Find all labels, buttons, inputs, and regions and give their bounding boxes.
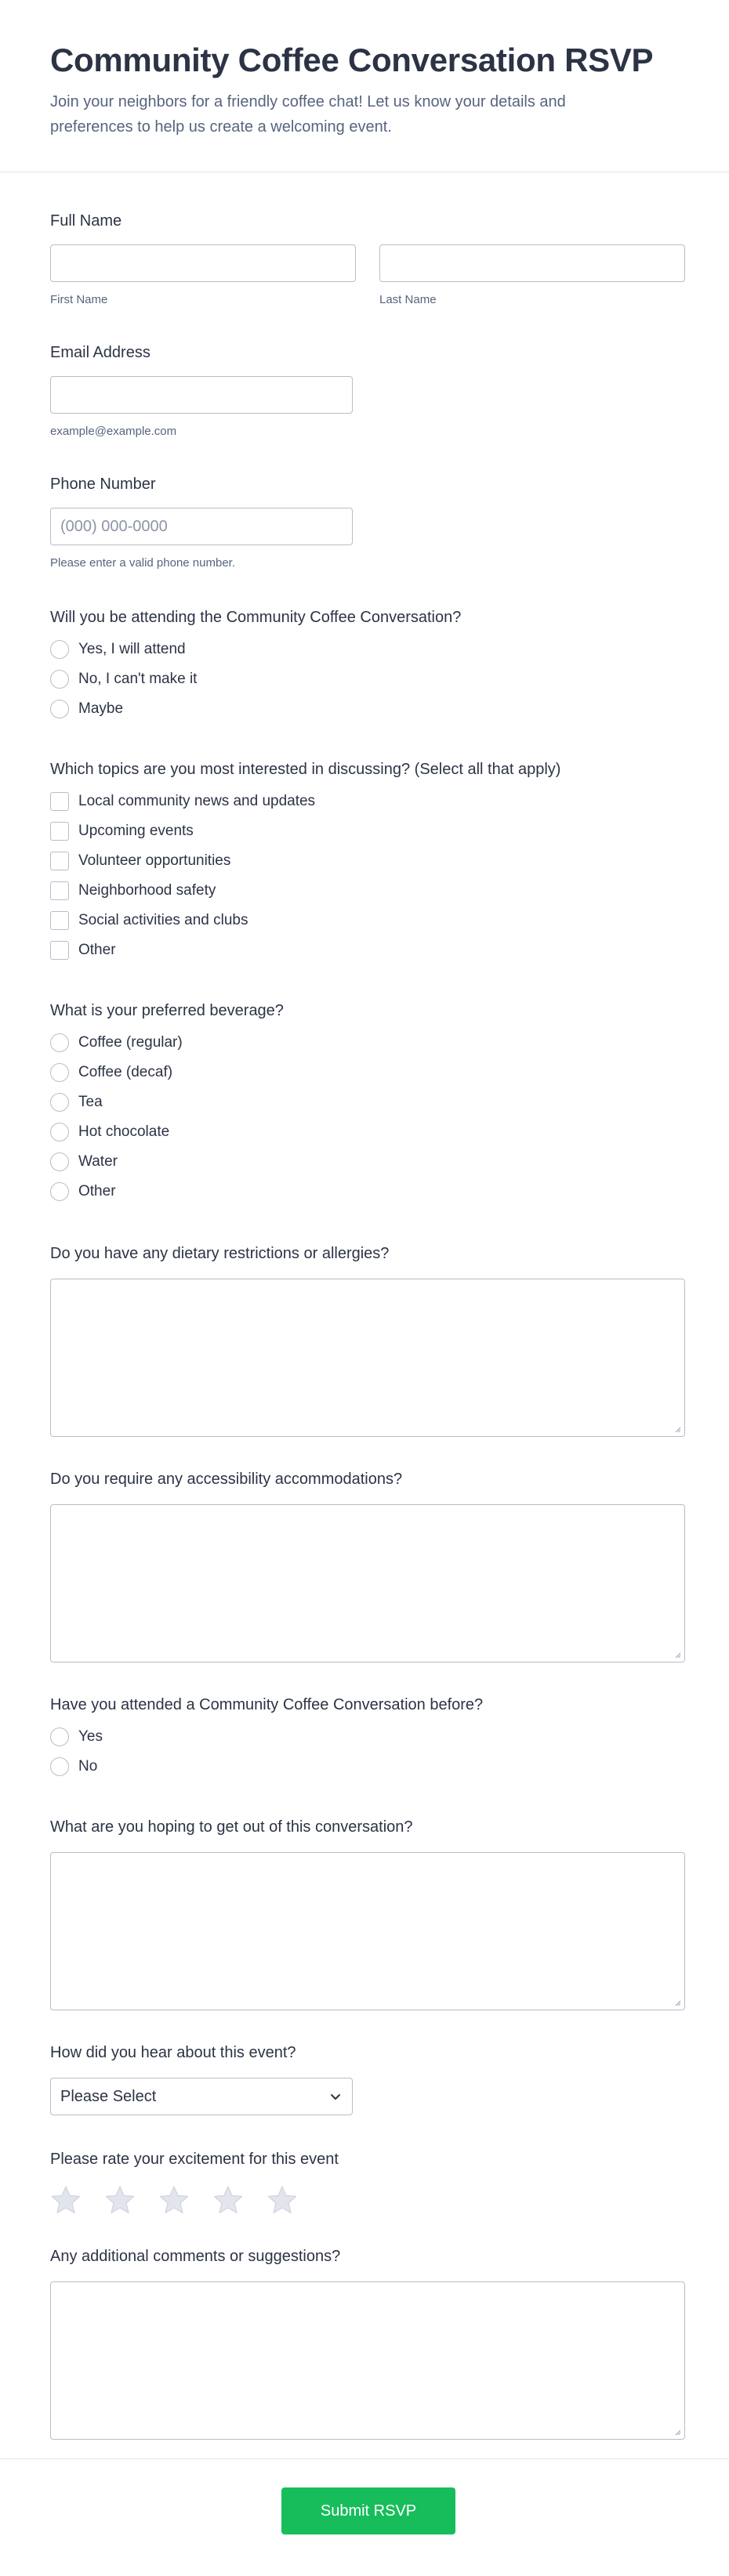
star-rating[interactable] [50, 2184, 685, 2216]
chevron-down-icon [330, 2093, 341, 2100]
phone-input[interactable] [50, 508, 353, 545]
phone-sublabel: Please enter a valid phone number. [50, 556, 235, 570]
attended-before-label: Have you attended a Community Coffee Conversation before? [50, 1696, 484, 1713]
full-name-label: Full Name [50, 212, 122, 230]
radio-button[interactable] [50, 1728, 69, 1746]
option-label: Upcoming events [78, 823, 194, 839]
resize-grip-icon[interactable] [673, 1999, 681, 2006]
first-name-input[interactable] [50, 244, 356, 282]
beverage-option[interactable] [50, 1058, 685, 1087]
star-icon[interactable] [212, 2184, 244, 2216]
last-name-sublabel: Last Name [379, 293, 437, 306]
topics-label: Which topics are you most interested in discussing? (Select all that apply) [50, 761, 561, 778]
form-header [0, 0, 729, 172]
attended-option[interactable] [50, 1722, 685, 1752]
accessibility-label: Do you require any accessibility accommodations? [50, 1471, 403, 1488]
option-label: No [78, 1758, 98, 1775]
comments-textarea[interactable] [50, 2281, 685, 2440]
attending-option[interactable] [50, 694, 685, 724]
radio-button[interactable] [50, 1063, 69, 1082]
checkbox[interactable] [50, 911, 69, 930]
resize-grip-icon[interactable] [673, 2428, 681, 2436]
accessibility-textarea[interactable] [50, 1504, 685, 1662]
heard-about-label: How did you hear about this event? [50, 2044, 296, 2061]
checkbox[interactable] [50, 822, 69, 841]
attended-before-field [50, 1694, 685, 1782]
option-label: Yes [78, 1728, 103, 1745]
heard-about-field [50, 2042, 685, 2115]
email-sublabel: example@example.com [50, 425, 177, 438]
checkbox[interactable] [50, 941, 69, 960]
checkbox[interactable] [50, 852, 69, 870]
topic-option[interactable] [50, 935, 685, 965]
radio-button[interactable] [50, 1757, 69, 1776]
last-name-input[interactable] [379, 244, 685, 282]
radio-button[interactable] [50, 1152, 69, 1171]
resize-grip-icon[interactable] [673, 1425, 681, 1433]
radio-button[interactable] [50, 1033, 69, 1052]
radio-button[interactable] [50, 670, 69, 689]
radio-button[interactable] [50, 1093, 69, 1112]
topic-option[interactable] [50, 846, 685, 876]
beverage-field [50, 1000, 685, 1207]
star-icon[interactable] [158, 2184, 190, 2216]
radio-button[interactable] [50, 700, 69, 718]
checkbox[interactable] [50, 792, 69, 811]
dietary-label: Do you have any dietary restrictions or allergies? [50, 1245, 390, 1262]
attending-label: Will you be attending the Community Coffee Conversation? [50, 609, 462, 626]
topics-field [50, 758, 685, 965]
beverage-option[interactable] [50, 1147, 685, 1177]
option-label: Other [78, 942, 116, 958]
submit-button[interactable]: Submit RSVP [281, 2487, 455, 2534]
rating-label: Please rate your excitement for this event [50, 2151, 339, 2168]
topic-option[interactable] [50, 816, 685, 846]
heard-about-select[interactable] [50, 2078, 353, 2115]
radio-button[interactable] [50, 1123, 69, 1141]
option-label: Coffee (regular) [78, 1034, 183, 1051]
star-icon[interactable] [104, 2184, 136, 2216]
checkbox[interactable] [50, 881, 69, 900]
topic-option[interactable] [50, 876, 685, 906]
first-name-sublabel: First Name [50, 293, 108, 306]
phone-field [50, 473, 685, 570]
option-label: Neighborhood safety [78, 882, 216, 899]
phone-label: Phone Number [50, 476, 156, 493]
hoping-field [50, 1816, 685, 2010]
beverage-option[interactable] [50, 1117, 685, 1147]
select-value: Please Select [60, 2087, 157, 2105]
option-label: Maybe [78, 700, 124, 717]
star-icon[interactable] [267, 2184, 298, 2216]
attending-option[interactable] [50, 664, 685, 694]
beverage-label: What is your preferred beverage? [50, 1002, 284, 1019]
resize-grip-icon[interactable] [673, 1651, 681, 1659]
beverage-option[interactable] [50, 1028, 685, 1058]
option-label: Social activities and clubs [78, 912, 248, 928]
hoping-label: What are you hoping to get out of this conversation? [50, 1818, 413, 1836]
attending-field [50, 606, 685, 724]
rating-field [50, 2148, 685, 2216]
option-label: Coffee (decaf) [78, 1064, 173, 1080]
option-label: No, I can't make it [78, 671, 198, 687]
attending-option[interactable] [50, 635, 685, 664]
option-label: Tea [78, 1094, 103, 1110]
option-label: Hot chocolate [78, 1123, 170, 1140]
topic-option[interactable] [50, 787, 685, 816]
phone-placeholder: (000) 000-0000 [60, 518, 168, 535]
comments-field [50, 2245, 685, 2440]
beverage-option[interactable] [50, 1087, 685, 1117]
option-label: Water [78, 1153, 118, 1170]
accessibility-field [50, 1468, 685, 1662]
form-title: Community Coffee Conversation RSVP [50, 42, 654, 78]
topic-option[interactable] [50, 906, 685, 935]
form-footer [0, 2458, 729, 2576]
option-label: Volunteer opportunities [78, 852, 231, 869]
form-subtitle: Join your neighbors for a friendly coffee chat! Let us know your details and preferences to help us create a welcoming event. [50, 93, 566, 136]
option-label: Local community news and updates [78, 793, 316, 809]
option-label: Yes, I will attend [78, 641, 186, 657]
comments-label: Any additional comments or suggestions? [50, 2248, 341, 2265]
email-input[interactable] [50, 376, 353, 414]
attended-option[interactable] [50, 1752, 685, 1782]
full-name-field [50, 210, 685, 306]
star-icon[interactable] [50, 2184, 82, 2216]
email-label: Email Address [50, 344, 151, 361]
hoping-textarea[interactable] [50, 1852, 685, 2010]
radio-button[interactable] [50, 1182, 69, 1201]
option-label: Other [78, 1183, 116, 1199]
dietary-textarea[interactable] [50, 1279, 685, 1437]
email-field [50, 342, 685, 438]
dietary-field [50, 1243, 685, 1437]
beverage-option[interactable] [50, 1177, 685, 1207]
radio-button[interactable] [50, 640, 69, 659]
